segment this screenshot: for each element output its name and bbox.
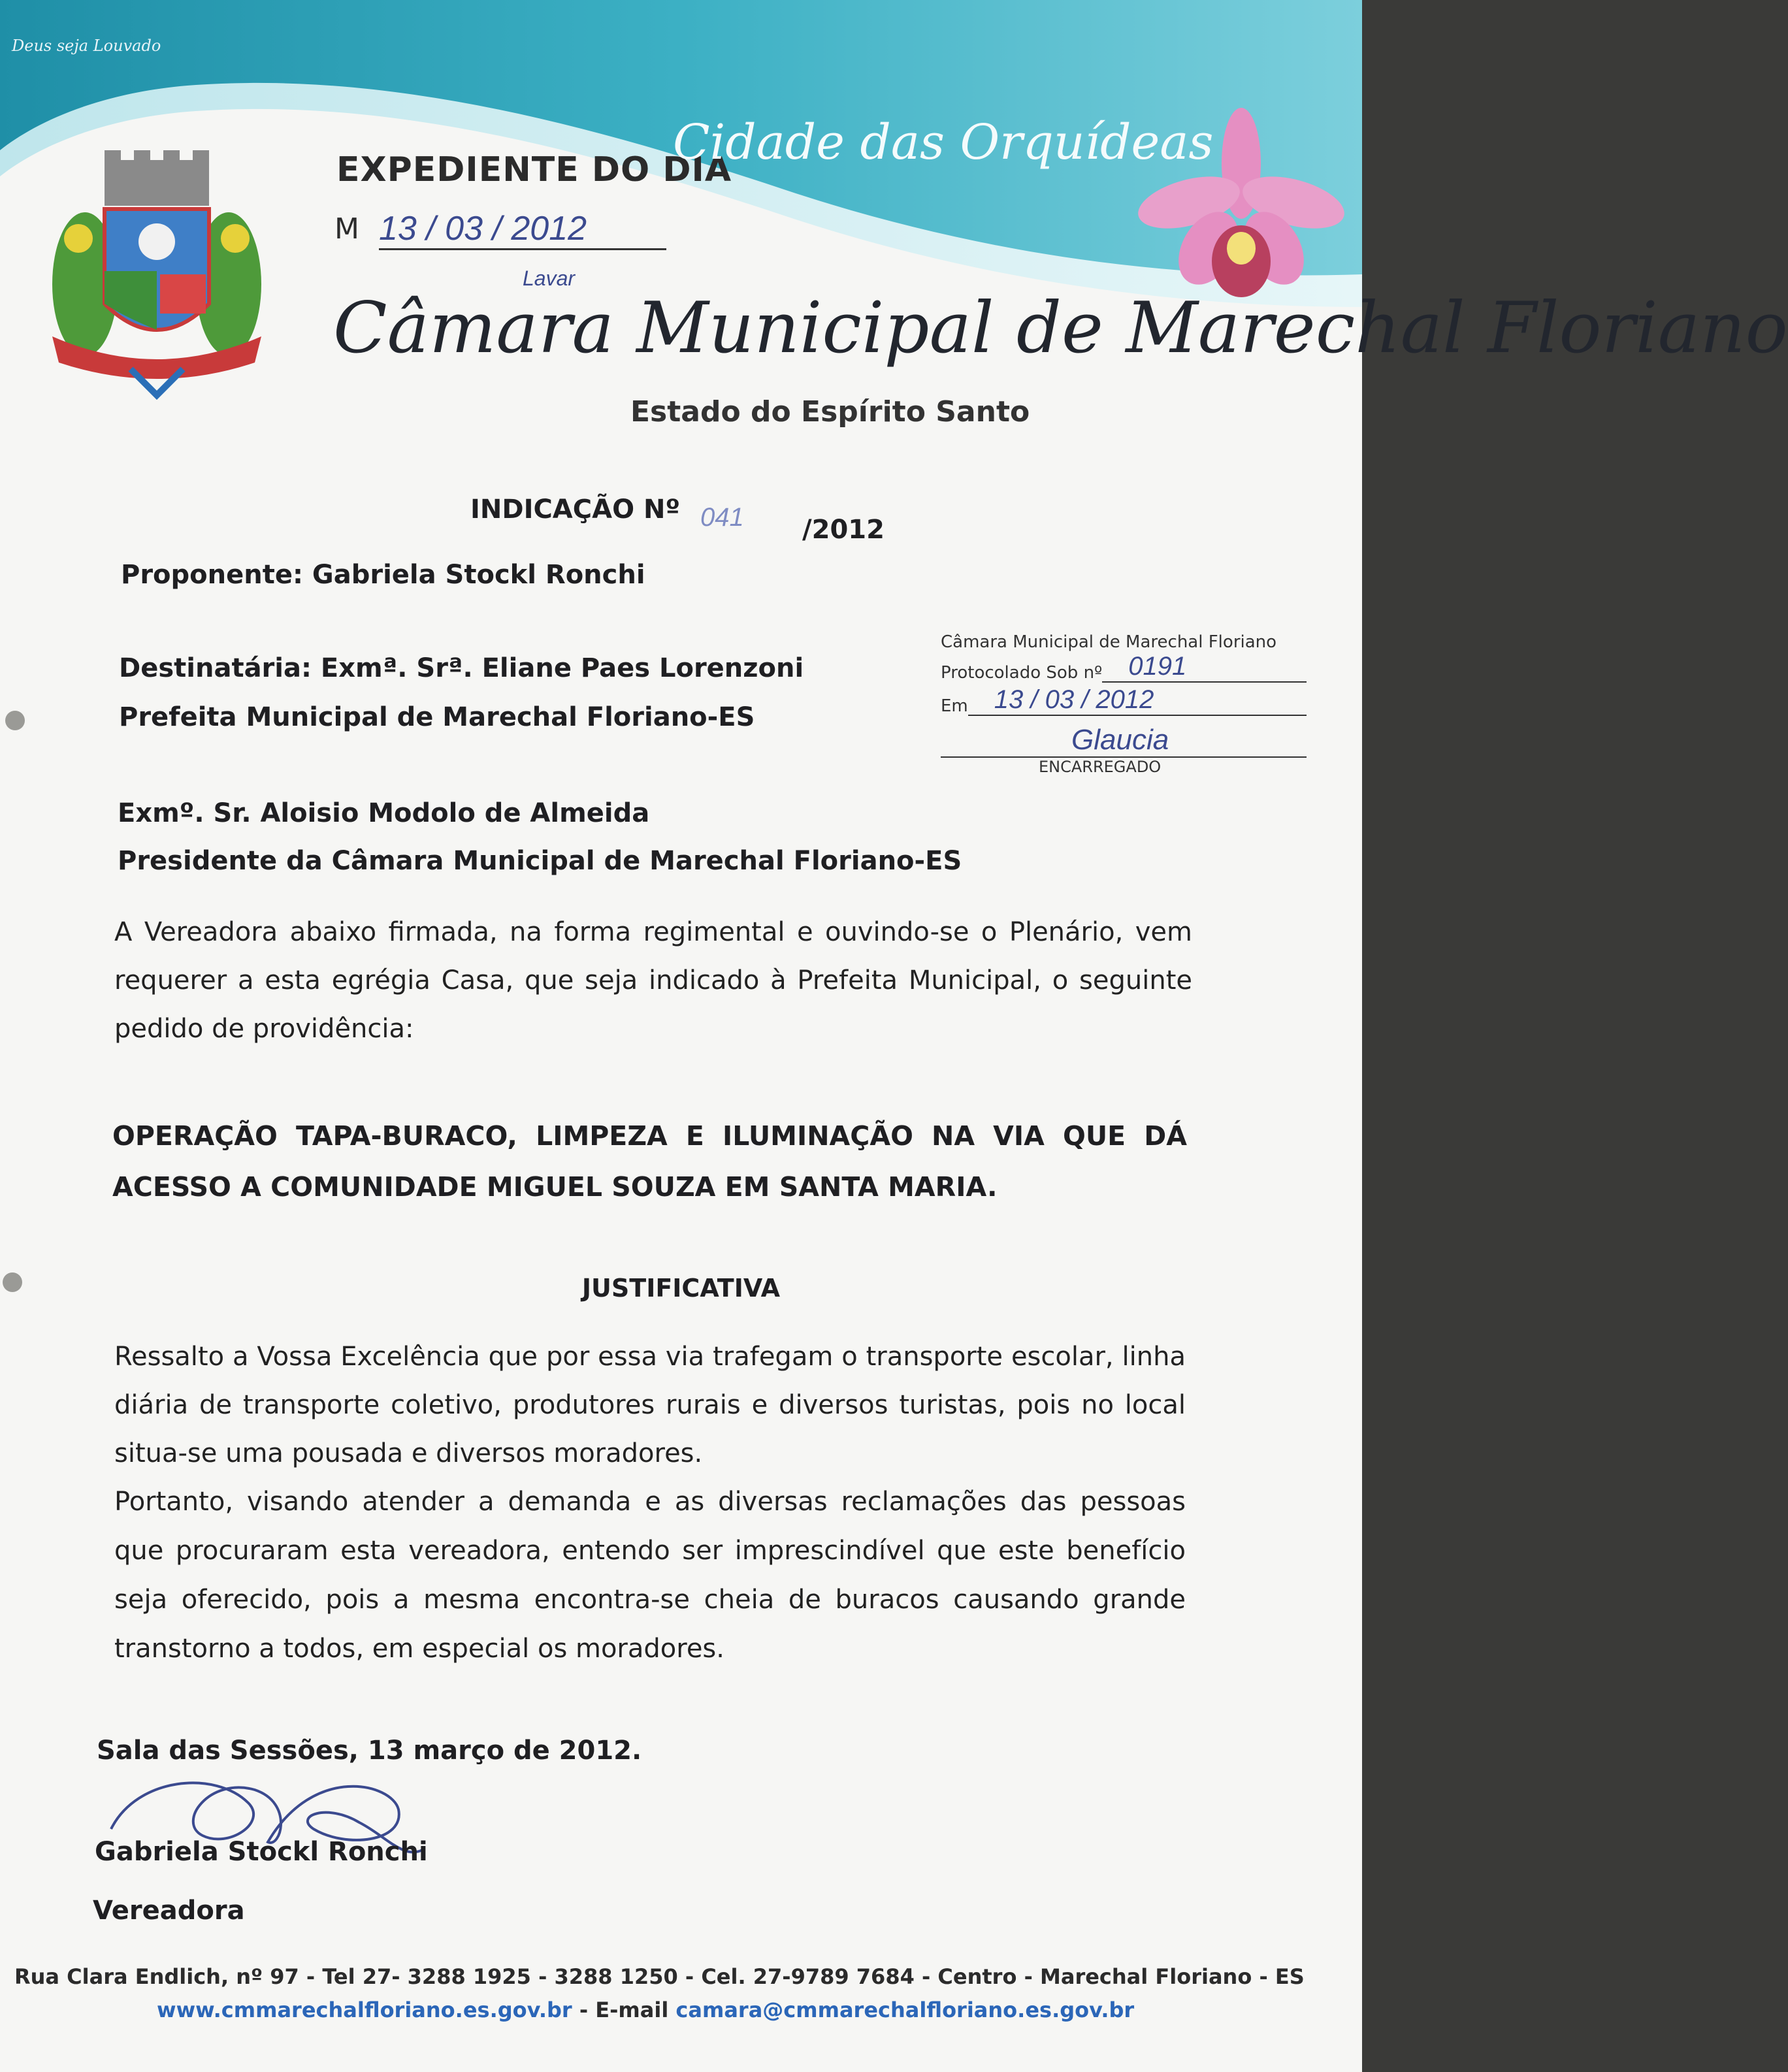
proponente: Proponente: Gabriela Stockl Ronchi — [121, 560, 645, 590]
destinatario-line-4: Presidente da Câmara Municipal de Marechal Floriano-ES — [118, 846, 962, 876]
stamp-em-label: Em — [941, 696, 968, 716]
intro-paragraph: A Vereadora abaixo firmada, na forma regimental e ouvindo-se o Plenário, vem requerer a esta egrégia Casa, que seja indicado à Prefeita Municipal, o seguinte pedido de providência: — [114, 917, 1192, 1044]
indicacao-year: /2012 — [802, 515, 885, 545]
indicacao-label: INDICAÇÃO Nº — [470, 494, 681, 525]
coat-of-arms-icon — [39, 147, 274, 408]
footer-contacts — [157, 1998, 1134, 2022]
punch-hole-top — [5, 711, 25, 730]
expediente-label: EXPEDIENTE DO DIA — [336, 150, 732, 189]
camara-name: Câmara Municipal de Marechal Floriano — [333, 287, 1788, 369]
protocol-stamp — [941, 632, 1307, 776]
destinataria-line-2: Prefeita Municipal de Marechal Floriano-ES — [119, 702, 755, 732]
pedido-paragraph: OPERAÇÃO TAPA-BURACO, LIMPEZA E ILUMINAÇÃO NA VIA QUE DÁ ACESSO A COMUNIDADE MIGUEL SOUZA EM SANTA MARIA. — [112, 1120, 1187, 1203]
stamp-signature: Glaucia — [941, 724, 1307, 758]
stamp-em-date: 13 / 03 / 2012 — [968, 685, 1307, 716]
expediente-date: 13 / 03 / 2012 — [379, 209, 666, 250]
stamp-line-1: Câmara Municipal de Marechal Floriano — [941, 632, 1277, 652]
punch-hole-bottom — [3, 1272, 22, 1292]
stamp-encarregado: ENCARREGADO — [1039, 758, 1162, 776]
estado-title: Estado do Espírito Santo — [630, 395, 1030, 429]
stamp-protocolo-number: 0191 — [1102, 652, 1307, 683]
footer-email-link[interactable]: camara@cmmarechalfloriano.es.gov.br — [675, 1998, 1135, 2022]
indicacao-number: 041 — [700, 503, 744, 532]
signer-name: Gabriela Stockl Ronchi — [95, 1837, 428, 1867]
justificativa-title: JUSTIFICATIVA — [581, 1274, 781, 1303]
destinatario-line-3: Exmº. Sr. Aloisio Modolo de Almeida — [118, 798, 650, 828]
top-motto: Deus seja Louvado — [12, 37, 161, 55]
footer-address: Rua Clara Endlich, nº 97 - Tel 27- 3288 1925 - 3288 1250 - Cel. 27-9789 7684 - Centro - Marechal Floriano - ES — [14, 1964, 1305, 1989]
expediente-prefix: M — [334, 212, 359, 246]
orchid-flower-icon — [1150, 111, 1339, 307]
signer-role: Vereadora — [93, 1896, 245, 1926]
cidade-slogan: Cidade das Orquídeas — [673, 114, 1214, 170]
sala-sessoes: Sala das Sessões, 13 março de 2012. — [97, 1736, 642, 1766]
stamp-protocolo-label: Protocolado Sob nº — [941, 663, 1103, 683]
footer-website-link[interactable]: www.cmmarechalfloriano.es.gov.br — [157, 1998, 572, 2022]
justificativa-paragraph-2: Portanto, visando atender a demanda e as diversas reclamações das pessoas que procuraram esta vereadora, entendo ser imprescindível que este benefício seja oferecido, pois a mesma encontra-se cheia de buracos causando grande transtorno a todos, em especial os moradores. — [114, 1487, 1186, 1664]
justificativa-paragraph-1: Ressalto a Vossa Excelência que por essa via trafegam o transporte escolar, linha diária de transporte coletivo, produtores rurais e diversos turistas, pois no local situa-se uma pousada e diversos moradores. — [114, 1342, 1186, 1468]
expediente-note: Lavar — [523, 267, 576, 290]
footer-email-label: - E-mail — [572, 1998, 676, 2022]
destinataria-line-1: Destinatária: Exmª. Srª. Eliane Paes Lorenzoni — [119, 653, 804, 683]
